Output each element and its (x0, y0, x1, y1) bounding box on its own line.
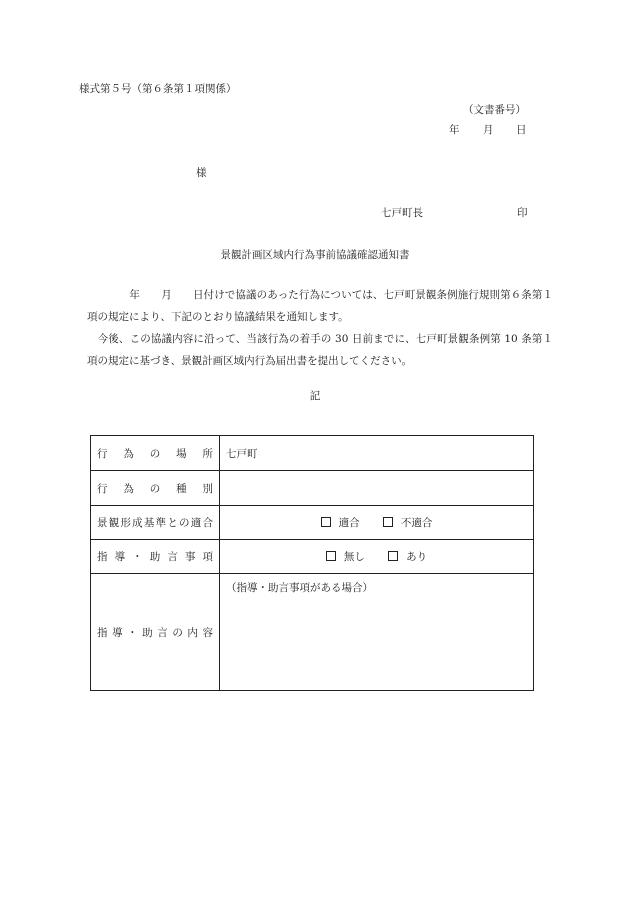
label-location: 行為の場所 (91, 436, 220, 471)
option-conform (321, 515, 360, 530)
option-none-label: 無し (343, 551, 365, 563)
document-title: 景観計画区域内行為事前協議確認通知書 (220, 249, 410, 261)
label-guidance-content: 指導・助言の内容 (91, 574, 220, 691)
body-paragraph-2: 今後、この協議内容に沿って、当該行為の着手の 30 日前までに、七戸町景観条例第 10 条第１項の規定に基づき、景観計画区域内行為届出書を提出してください。 (87, 333, 553, 367)
document-number: （文書番号） (463, 104, 526, 116)
table-row-type (91, 471, 534, 506)
body-text (87, 284, 553, 372)
seal-mark: 印 (517, 207, 528, 219)
info-table (90, 435, 534, 691)
ki-heading: 記 (309, 390, 321, 402)
value-type (220, 471, 534, 506)
table-row-conformity (91, 506, 534, 540)
form-number: 様式第５号（第６条第１項関係） (79, 83, 237, 95)
table-row-guidance (91, 540, 534, 574)
option-exists-label: あり (406, 551, 428, 563)
checkbox-icon[interactable] (388, 551, 398, 561)
checkbox-icon[interactable] (383, 517, 393, 527)
table-row-guidance-content (91, 574, 534, 691)
option-none (326, 549, 365, 564)
date-month: 月 (483, 124, 494, 136)
table-row-location (91, 436, 534, 471)
guidance-options (220, 540, 534, 574)
checkbox-icon[interactable] (321, 517, 331, 527)
checkbox-icon[interactable] (326, 551, 336, 561)
body-paragraph-1: 年 月 日付けで協議のあった行為については、七戸町景観条例施行規則第６条第１項の規定により、下記のとおり協議結果を通知します。 (87, 289, 553, 323)
option-exists (388, 549, 427, 564)
date-year: 年 (449, 124, 460, 136)
option-nonconform (383, 515, 433, 530)
date-line (449, 122, 527, 137)
option-conform-label: 適合 (338, 517, 360, 529)
issuer-name: 七戸町長 (381, 207, 423, 219)
label-type: 行為の種別 (91, 471, 220, 506)
label-conformity: 景観形成基準との適合 (91, 506, 220, 540)
guidance-content-cell (220, 574, 534, 691)
conformity-options (220, 506, 534, 540)
option-nonconform-label: 不適合 (400, 517, 433, 529)
guidance-content-note: （指導・助言事項がある場合） (226, 582, 373, 594)
addressee-honorific: 様 (196, 167, 207, 179)
value-location: 七戸町 (220, 436, 534, 471)
date-day: 日 (516, 124, 527, 136)
label-guidance: 指導・助言事項 (91, 540, 220, 574)
issuer (381, 205, 528, 220)
